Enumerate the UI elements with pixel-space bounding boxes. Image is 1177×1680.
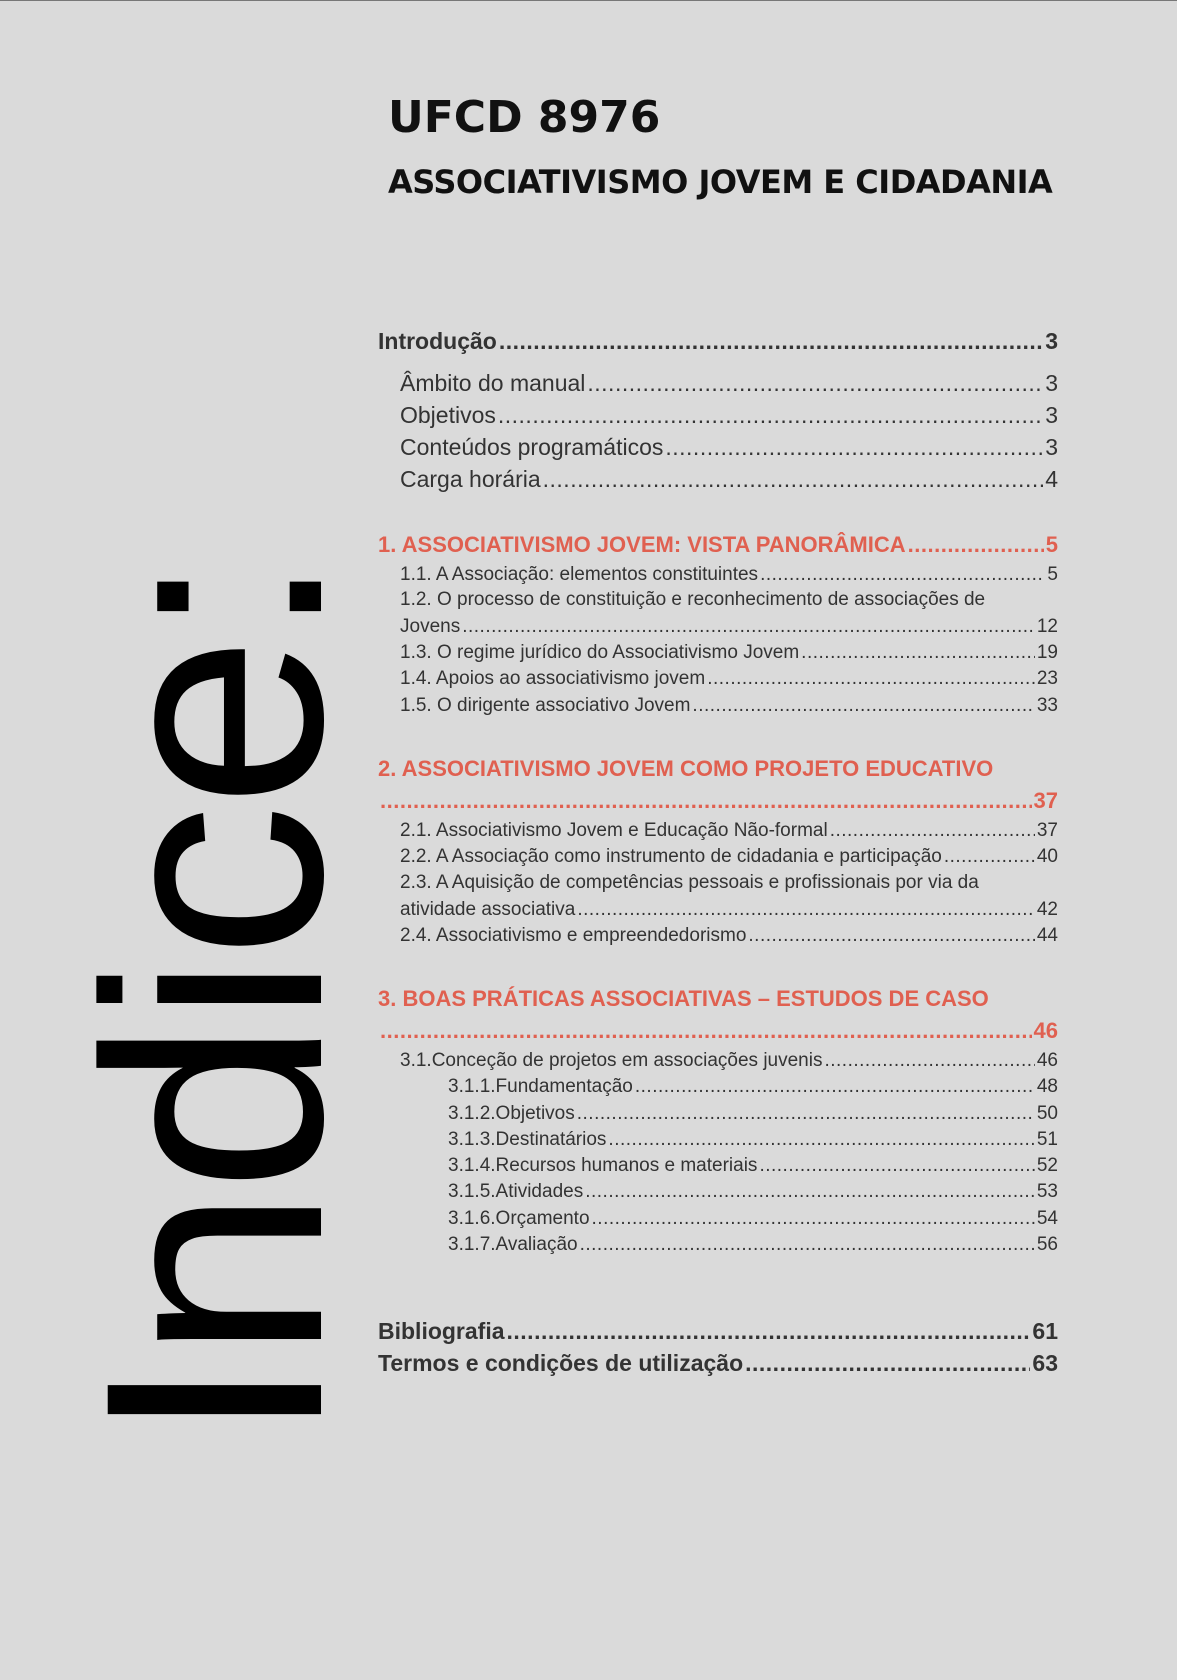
toc-entry-title: Carga horária [400, 466, 541, 492]
toc-entry-title: 3.1.2.Objetivos [448, 1103, 575, 1124]
toc-entry-termos[interactable] [378, 1350, 1058, 1377]
toc-entry-page: 3 [1045, 370, 1058, 396]
toc-entry-page: 3 [1045, 402, 1058, 428]
toc-entry-page: 48 [1036, 1076, 1058, 1097]
toc-entry-page: 54 [1036, 1208, 1058, 1229]
toc-entry-title: 2.2. A Associação como instrumento de cidadania e participação [400, 846, 942, 867]
toc-entry-title: Termos e condições de utilização [378, 1350, 744, 1376]
toc-entry-title: 2.1. Associativismo Jovem e Educação Não-formal [400, 820, 828, 841]
toc-entry[interactable] [400, 466, 1058, 493]
toc-entry-title: 3.1.7.Avaliação [448, 1234, 578, 1255]
toc-entry-page: 4 [1045, 466, 1058, 492]
toc-entry-page: 33 [1036, 695, 1058, 716]
toc-entry-title: Âmbito do manual [400, 370, 586, 396]
toc-entry[interactable] [400, 820, 1058, 842]
toc-chapter-2[interactable] [380, 788, 1058, 814]
toc-entry-page: 63 [1032, 1350, 1058, 1376]
toc-entry-title: Bibliografia [378, 1318, 505, 1344]
toc-entry[interactable] [400, 370, 1058, 397]
toc-entry[interactable] [400, 1050, 1058, 1072]
toc-entry-title: 1.3. O regime jurídico do Associativismo Jovem [400, 642, 800, 663]
toc-entry-page: 44 [1036, 925, 1058, 946]
toc-entry-page: 3 [1045, 328, 1058, 354]
toc-chapter-title: 1. ASSOCIATIVISMO JOVEM: VISTA PANORÂMICA [378, 532, 906, 557]
toc-entry-page: 23 [1036, 668, 1058, 689]
toc-entry[interactable] [400, 899, 1058, 921]
top-border [0, 0, 1177, 1]
toc-entry-page: 19 [1036, 642, 1058, 663]
course-name: ASSOCIATIVISMO JOVEM E CIDADANIA [388, 163, 1053, 201]
toc-entry-page: 5 [1047, 564, 1058, 585]
toc-subentry[interactable] [448, 1076, 1058, 1098]
toc-entry-title: Conteúdos programáticos [400, 434, 664, 460]
toc-chapter-3-title[interactable]: 3. BOAS PRÁTICAS ASSOCIATIVAS – ESTUDOS DE CASO [378, 986, 989, 1011]
toc-entry-title: 3.1.5.Atividades [448, 1181, 584, 1202]
toc-entry[interactable] [400, 925, 1058, 947]
toc-entry-page: 53 [1036, 1181, 1058, 1202]
toc-entry-page: 37 [1036, 820, 1058, 841]
toc-entry-title: 3.1.6.Orçamento [448, 1208, 590, 1229]
toc-entry-title: atividade associativa [400, 899, 576, 920]
toc-entry-title: 1.1. A Associação: elementos constituintes [400, 564, 759, 585]
toc-entry-introducao[interactable] [378, 328, 1058, 355]
toc-entry[interactable] [400, 564, 1058, 586]
toc-chapter-1[interactable] [378, 532, 1058, 558]
toc-subentry[interactable] [448, 1181, 1058, 1203]
toc-entry[interactable] [400, 668, 1058, 690]
toc-subentry[interactable] [448, 1234, 1058, 1256]
toc-entry[interactable] [400, 642, 1058, 664]
toc-entry-title: 3.1.Conceção de projetos em associações juvenis [400, 1050, 823, 1071]
toc-chapter-2-title[interactable]: 2. ASSOCIATIVISMO JOVEM COMO PROJETO EDUCATIVO [378, 756, 994, 781]
toc-entry-page: 61 [1032, 1318, 1058, 1344]
toc-chapter-page: 37 [1033, 788, 1058, 813]
course-code: UFCD 8976 [388, 92, 661, 143]
toc-subentry[interactable] [448, 1103, 1058, 1125]
toc-entry-title: Introdução [378, 328, 497, 354]
toc-subentry[interactable] [448, 1129, 1058, 1151]
toc-entry-page: 51 [1036, 1129, 1058, 1150]
toc-entry-page: 46 [1036, 1050, 1058, 1071]
toc-entry-line[interactable]: 2.3. A Aquisição de competências pessoais e profissionais por via da [400, 872, 979, 893]
side-title: Indice: [40, 557, 387, 1443]
toc-entry-title: 3.1.4.Recursos humanos e materiais [448, 1155, 758, 1176]
toc-entry-title: 1.5. O dirigente associativo Jovem [400, 695, 691, 716]
toc-chapter-page: 5 [1045, 532, 1058, 557]
toc-entry-title: 3.1.3.Destinatários [448, 1129, 607, 1150]
toc-entry-page: 3 [1045, 434, 1058, 460]
toc-entry-title: 1.4. Apoios ao associativismo jovem [400, 668, 706, 689]
toc-entry[interactable] [400, 616, 1058, 638]
toc-entry-bibliografia[interactable] [378, 1318, 1058, 1345]
document-header [388, 92, 1052, 201]
toc-entry-page: 50 [1036, 1103, 1058, 1124]
toc-subentry[interactable] [448, 1208, 1058, 1230]
toc-entry-title: 2.4. Associativismo e empreendedorismo [400, 925, 747, 946]
toc-chapter-page: 46 [1033, 1018, 1058, 1043]
toc-entry-page: 12 [1036, 616, 1058, 637]
toc-entry-title: 3.1.1.Fundamentação [448, 1076, 633, 1097]
toc-entry[interactable] [400, 434, 1058, 461]
toc-entry-page: 56 [1036, 1234, 1058, 1255]
toc-entry-page: 40 [1036, 846, 1058, 867]
toc-entry-page: 52 [1036, 1155, 1058, 1176]
toc-entry[interactable] [400, 402, 1058, 429]
toc-entry-title: Jovens [400, 616, 461, 637]
toc-entry-title: Objetivos [400, 402, 496, 428]
toc-entry-page: 42 [1036, 899, 1058, 920]
toc-entry[interactable] [400, 695, 1058, 717]
toc-entry[interactable] [400, 846, 1058, 868]
toc-chapter-3[interactable] [380, 1018, 1058, 1044]
toc-subentry[interactable] [448, 1155, 1058, 1177]
toc-entry-line[interactable]: 1.2. O processo de constituição e reconhecimento de associações de [400, 589, 986, 610]
